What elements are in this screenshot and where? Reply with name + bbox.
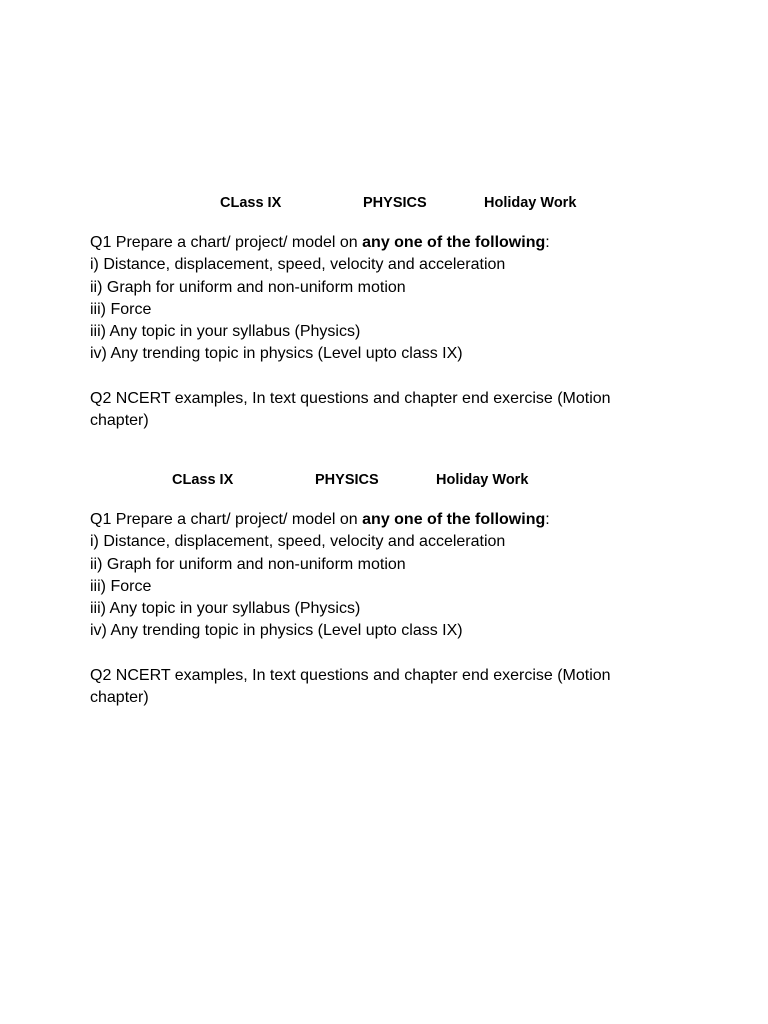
- list-item: i) Distance, displacement, speed, velocity and acceleration: [90, 533, 506, 551]
- subject-label: PHYSICS: [315, 472, 379, 488]
- question-1-prompt: [90, 509, 690, 531]
- list-item: iii) Force: [90, 577, 152, 595]
- work-label: Holiday Work: [484, 195, 577, 211]
- question-1-prompt: [90, 232, 690, 254]
- question-1-suffix: :: [545, 234, 550, 251]
- question-1-suffix: :: [545, 511, 550, 528]
- assignment-header: [90, 469, 690, 491]
- class-label: CLass IX: [172, 472, 234, 488]
- assignment-block-1: [90, 192, 690, 432]
- list-item: iii) Force: [90, 300, 152, 318]
- question-1: [90, 232, 690, 366]
- list-item: ii) Graph for uniform and non-uniform motion: [90, 278, 406, 296]
- class-label: CLass IX: [220, 195, 282, 211]
- question-1-prefix: Q1 Prepare a chart/ project/ model on: [90, 234, 363, 251]
- list-item: iv) Any trending topic in physics (Level upto class IX): [90, 345, 463, 363]
- subject-label: PHYSICS: [363, 195, 427, 211]
- list-item: i) Distance, displacement, speed, velocity and acceleration: [90, 256, 506, 274]
- assignment-block-2: [90, 469, 690, 709]
- question-1-emphasis: any one of the following: [362, 511, 546, 528]
- list-item: iii) Any topic in your syllabus (Physics): [90, 323, 361, 341]
- question-1-prefix: Q1 Prepare a chart/ project/ model on: [90, 511, 363, 528]
- list-item: ii) Graph for uniform and non-uniform motion: [90, 555, 406, 573]
- work-label: Holiday Work: [436, 472, 529, 488]
- list-item: iv) Any trending topic in physics (Level upto class IX): [90, 622, 463, 640]
- question-1-emphasis: any one of the following: [362, 234, 546, 251]
- assignment-header: [90, 192, 690, 214]
- question-2: Q2 NCERT examples, In text questions and chapter end exercise (Motion chapter): [90, 389, 611, 430]
- question-2: Q2 NCERT examples, In text questions and chapter end exercise (Motion chapter): [90, 666, 611, 707]
- list-item: iii) Any topic in your syllabus (Physics): [90, 600, 361, 618]
- question-1: [90, 509, 690, 643]
